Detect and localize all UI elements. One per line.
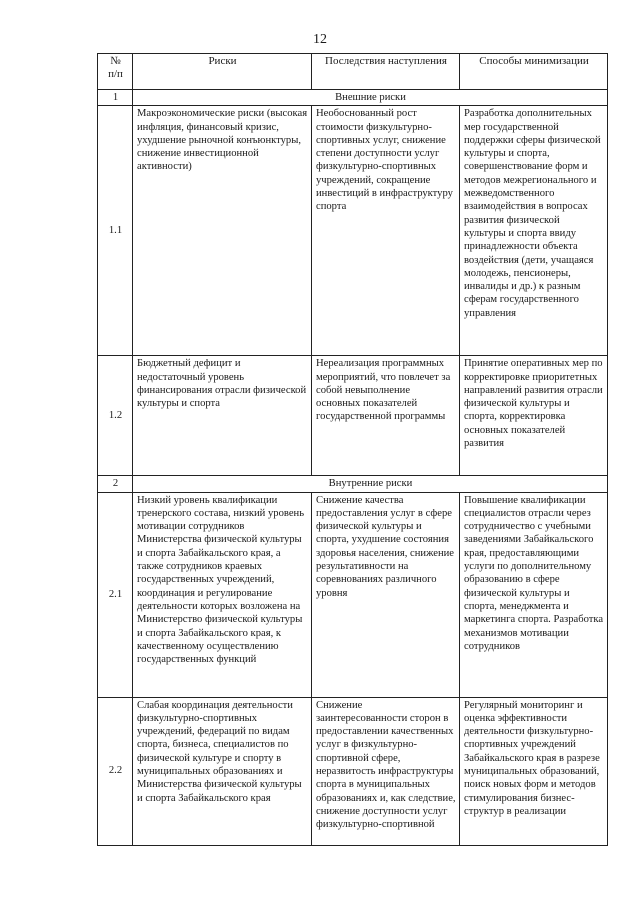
mitigation-cell: Разработка дополнительных мер государственной поддержки сферы физической культуры и спорта, совершенствование форм и методов межрегионального и межведомственного взаимодействия в вопросах развития физической культуры и спорта ввиду принадлежности объекта воздействия (дети, учащаяся молодежь, пенсионеры, инвалиды и др.) к разным сферам государственного управления: [460, 106, 608, 356]
row-num: 1.1: [98, 106, 133, 356]
consequence-cell: Снижение заинтересованности сторон в предоставлении качественных услуг в физкультурно-спортивной сфере, неразвитость инфраструктуры спорта в муниципальных образованиях и, как следствие, снижение доступности услуг физкультурно-спортивной: [312, 697, 460, 845]
section-title: Внешние риски: [133, 90, 608, 106]
risk-table: [97, 53, 608, 846]
risk-cell: Слабая координация деятельности физкультурно-спортивных учреждений, федераций по видам спорта, бизнеса, специалистов по физической культуре и спорту в муниципальных образованиях и Министерства физической культуры и спорта Забайкальского края: [133, 697, 312, 845]
header-num: [98, 54, 133, 90]
mitigation-cell: Принятие оперативных мер по корректировке приоритетных направлений развития отрасли физической культуры и спорта, корректировка основных показателей развития: [460, 356, 608, 476]
header-num-text: № п/п: [108, 55, 123, 81]
table-row: [98, 492, 608, 697]
consequence-cell: Нереализация программных мероприятий, что повлечет за собой невыполнение основных показателей государственной программы: [312, 356, 460, 476]
section-num: 2: [98, 476, 133, 492]
section-num: 1: [98, 90, 133, 106]
page-number: 12: [313, 32, 327, 47]
risk-cell: Низкий уровень квалификации тренерского состава, низкий уровень мотивации сотрудников Министерства физической культуры и спорта Забайкальского края, а также сотрудников краевых государственных учреждений, координация и регулирование деятельности которых возложена на Министерство физической культуры и спорта Забайкальского края, к качественному осуществлению государственных функций: [133, 492, 312, 697]
header-mitigation: Способы минимизации: [460, 54, 608, 90]
table-row: [98, 356, 608, 476]
risk-cell: Макроэкономические риски (высокая инфляция, финансовый кризис, ухудшение рыночной конъюнктуры, снижение инвестиционной активности): [133, 106, 312, 356]
row-num: 1.2: [98, 356, 133, 476]
header-risks: Риски: [133, 54, 312, 90]
section-row: [98, 90, 608, 106]
table-row: [98, 697, 608, 845]
table-header-row: [98, 54, 608, 90]
table-row: [98, 106, 608, 356]
mitigation-cell: Регулярный мониторинг и оценка эффективности деятельности физкультурно-спортивных учреждений Забайкальского края в разрезе муниципальных образований, поиск новых форм и методов стимулирования бизнес-структур в реализации: [460, 697, 608, 845]
mitigation-cell: Повышение квалификации специалистов отрасли через сотрудничество с учебными заведениями Забайкальского края, предоставляющими услуги по дополнительному образованию в сфере физической культуры и спорта, менеджмента и маркетинга спорта. Разработка механизмов мотивации сотрудников: [460, 492, 608, 697]
header-consequences: Последствия наступления: [312, 54, 460, 90]
consequence-cell: Снижение качества предоставления услуг в сфере физической культуры и спорта, ухудшение состояния здоровья населения, снижение результативности на соревнованиях различного уровня: [312, 492, 460, 697]
row-num: 2.2: [98, 697, 133, 845]
section-title: Внутренние риски: [133, 476, 608, 492]
consequence-cell: Необоснованный рост стоимости физкультурно-спортивных услуг, снижение степени доступности услуг физкультурно-спортивных учреждений, сокращение инвестиций в инфраструктуру спорта: [312, 106, 460, 356]
risk-cell: Бюджетный дефицит и недостаточный уровень финансирования отрасли физической культуры и спорта: [133, 356, 312, 476]
section-row: [98, 476, 608, 492]
row-num: 2.1: [98, 492, 133, 697]
